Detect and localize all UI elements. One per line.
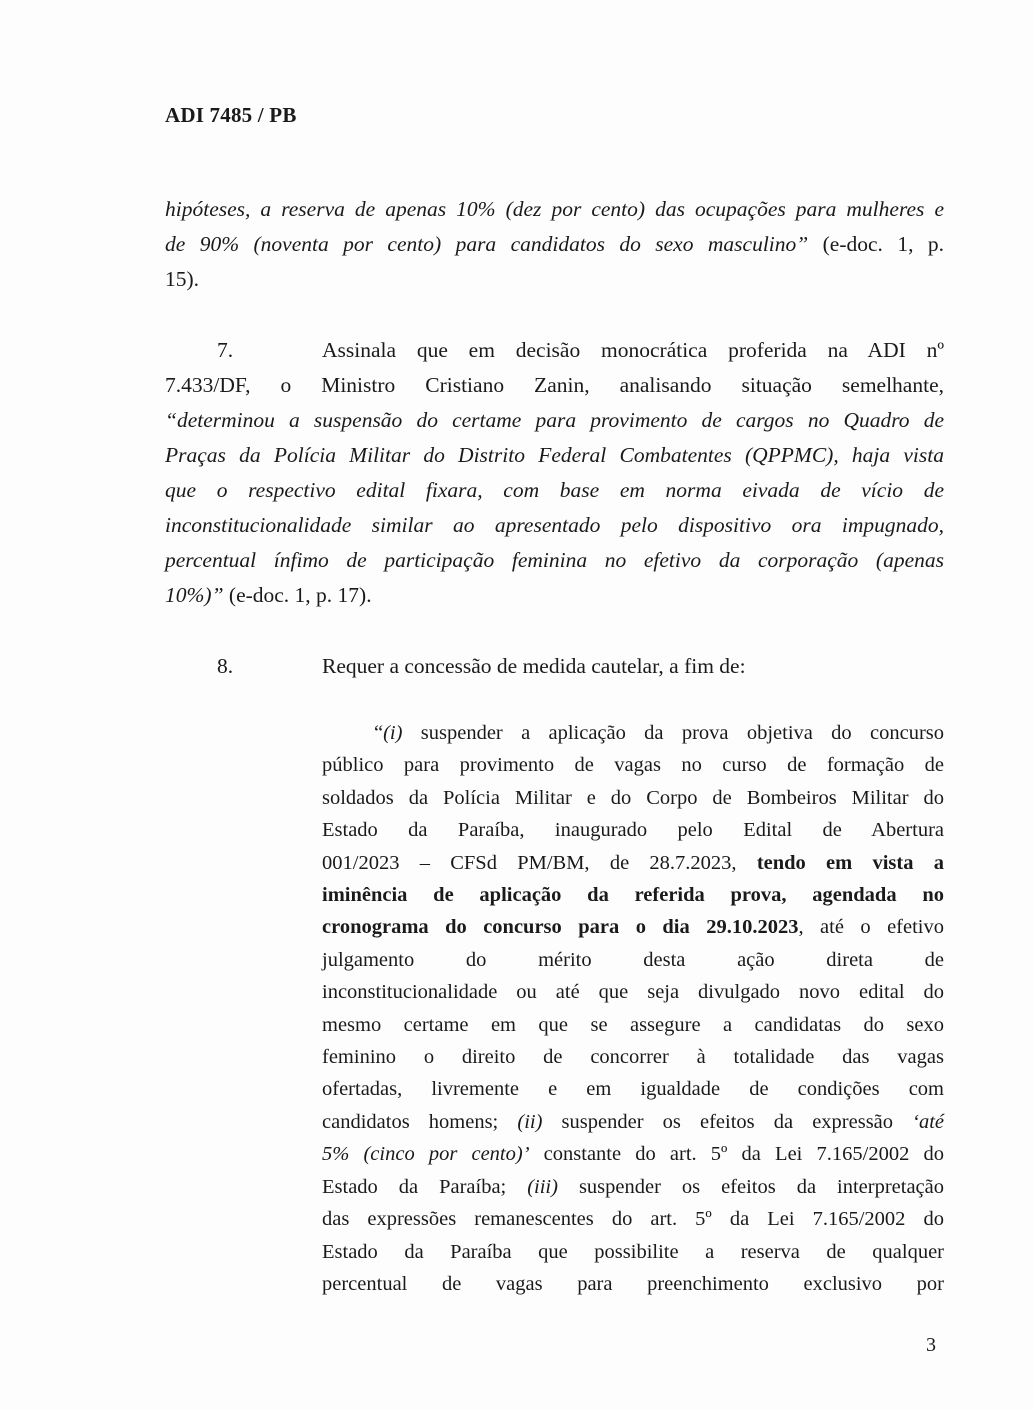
- paragraph-7: [165, 333, 944, 613]
- quoted-text: inconstitucionalidade similar ao apresentado pelo dispositivo ora impugnado,: [165, 513, 944, 537]
- case-header: ADI 7485 / PB: [165, 103, 297, 127]
- intro-citation: (e-doc. 1, p.: [808, 232, 944, 256]
- quoted-text: “determinou a suspensão do certame para provimento de cargos no Quadro de: [165, 408, 944, 432]
- paragraph-7-line: [165, 508, 944, 543]
- intro-line-text: de 90% (noventa por cento) para candidatos do sexo masculino”: [165, 232, 809, 256]
- quote-line: percentual de vagas para preenchimento exclusivo por: [322, 1272, 944, 1295]
- quote-line: inconstitucionalidade ou até que seja divulgado novo edital do: [322, 981, 944, 1004]
- quote-line: cronograma do concurso para o dia 29.10.2023, até o efetivo: [322, 916, 944, 939]
- paragraph-8: [165, 649, 944, 684]
- paragraph-number: 8.: [217, 654, 234, 678]
- quote-line: candidatos homens; (ii) suspender os efeitos da expressão ‘até: [322, 1110, 945, 1133]
- quote-line: ofertadas, livremente e em igualdade de condições com: [322, 1078, 944, 1101]
- emphasis-text: cronograma do concurso para o dia 29.10.2023: [322, 916, 799, 939]
- paragraph-8-line: [165, 649, 944, 684]
- intro-line-text: hipóteses, a reserva de apenas 10% (dez por cento) das ocupações para mulheres e: [165, 197, 944, 221]
- item-marker: (i): [383, 722, 403, 744]
- paragraph-7-line: [165, 403, 944, 438]
- quoted-text: percentual ínfimo de participação feminina no efetivo da corporação (apenas: [165, 548, 944, 572]
- quote-line: mesmo certame em que se assegure a candidatas do sexo: [322, 1013, 944, 1036]
- paragraph-7-line: 7.433/DF, o Ministro Cristiano Zanin, analisando situação semelhante,: [165, 373, 944, 397]
- quote-line: [322, 879, 944, 911]
- intro-line: 15).: [165, 267, 200, 291]
- quote-line: “(i) suspender a aplicação da prova objetiva do concurso: [374, 722, 944, 744]
- quote-line: Estado da Paraíba, inaugurado pelo Edital de Abertura: [322, 819, 944, 842]
- item-marker: (ii): [517, 1110, 543, 1133]
- page-number: 3: [926, 1334, 936, 1356]
- quote-line: feminino o direito de concorrer à totalidade das vagas: [322, 1046, 944, 1069]
- emphasis-text: iminência de aplicação da referida prova, agendada no: [322, 884, 944, 907]
- quote-line: soldados da Polícia Militar e do Corpo de Bombeiros Militar do: [322, 786, 944, 809]
- quote-line: público para provimento de vagas no curso de formação de: [322, 754, 944, 777]
- intro-paragraph: [165, 192, 944, 297]
- quote-line: das expressões remanescentes do art. 5º da Lei 7.165/2002 do: [322, 1208, 944, 1231]
- quote-line: Estado da Paraíba que possibilite a reserva de qualquer: [322, 1240, 944, 1263]
- paragraph-7-line: [165, 543, 944, 578]
- paragraph-8-text: Requer a concessão de medida cautelar, a fim de:: [322, 654, 746, 678]
- block-quote: [322, 717, 944, 1300]
- quote-line: Estado da Paraíba; (iii) suspender os efeitos da interpretação: [322, 1175, 944, 1198]
- quote-line: 5% (cinco por cento)’ constante do art. 5º da Lei 7.165/2002 do: [322, 1143, 944, 1166]
- paragraph-7-text: Assinala que em decisão monocrática proferida na ADI nº: [322, 338, 944, 362]
- quote-line: 001/2023 – CFSd PM/BM, de 28.7.2023, tendo em vista a: [322, 851, 944, 874]
- intro-line: [165, 192, 944, 227]
- item-marker: (iii): [527, 1175, 558, 1198]
- quoted-text: 10%)”: [165, 583, 224, 607]
- paragraph-7-line: [165, 473, 944, 508]
- citation-text: (e-doc. 1, p. 17).: [223, 583, 372, 607]
- emphasis-text: tendo em vista a: [756, 851, 944, 874]
- paragraph-7-line: [165, 438, 944, 473]
- paragraph-7-line: [165, 578, 944, 613]
- quoted-text: que o respectivo edital fixara, com base em norma eivada de vício de: [165, 478, 944, 502]
- paragraph-7-line: [165, 333, 944, 368]
- quoted-text: Praças da Polícia Militar do Distrito Federal Combatentes (QPPMC), haja vista: [165, 443, 944, 467]
- quote-line: julgamento do mérito desta ação direta de: [322, 948, 944, 971]
- paragraph-number: 7.: [217, 338, 234, 362]
- intro-line: [165, 227, 944, 262]
